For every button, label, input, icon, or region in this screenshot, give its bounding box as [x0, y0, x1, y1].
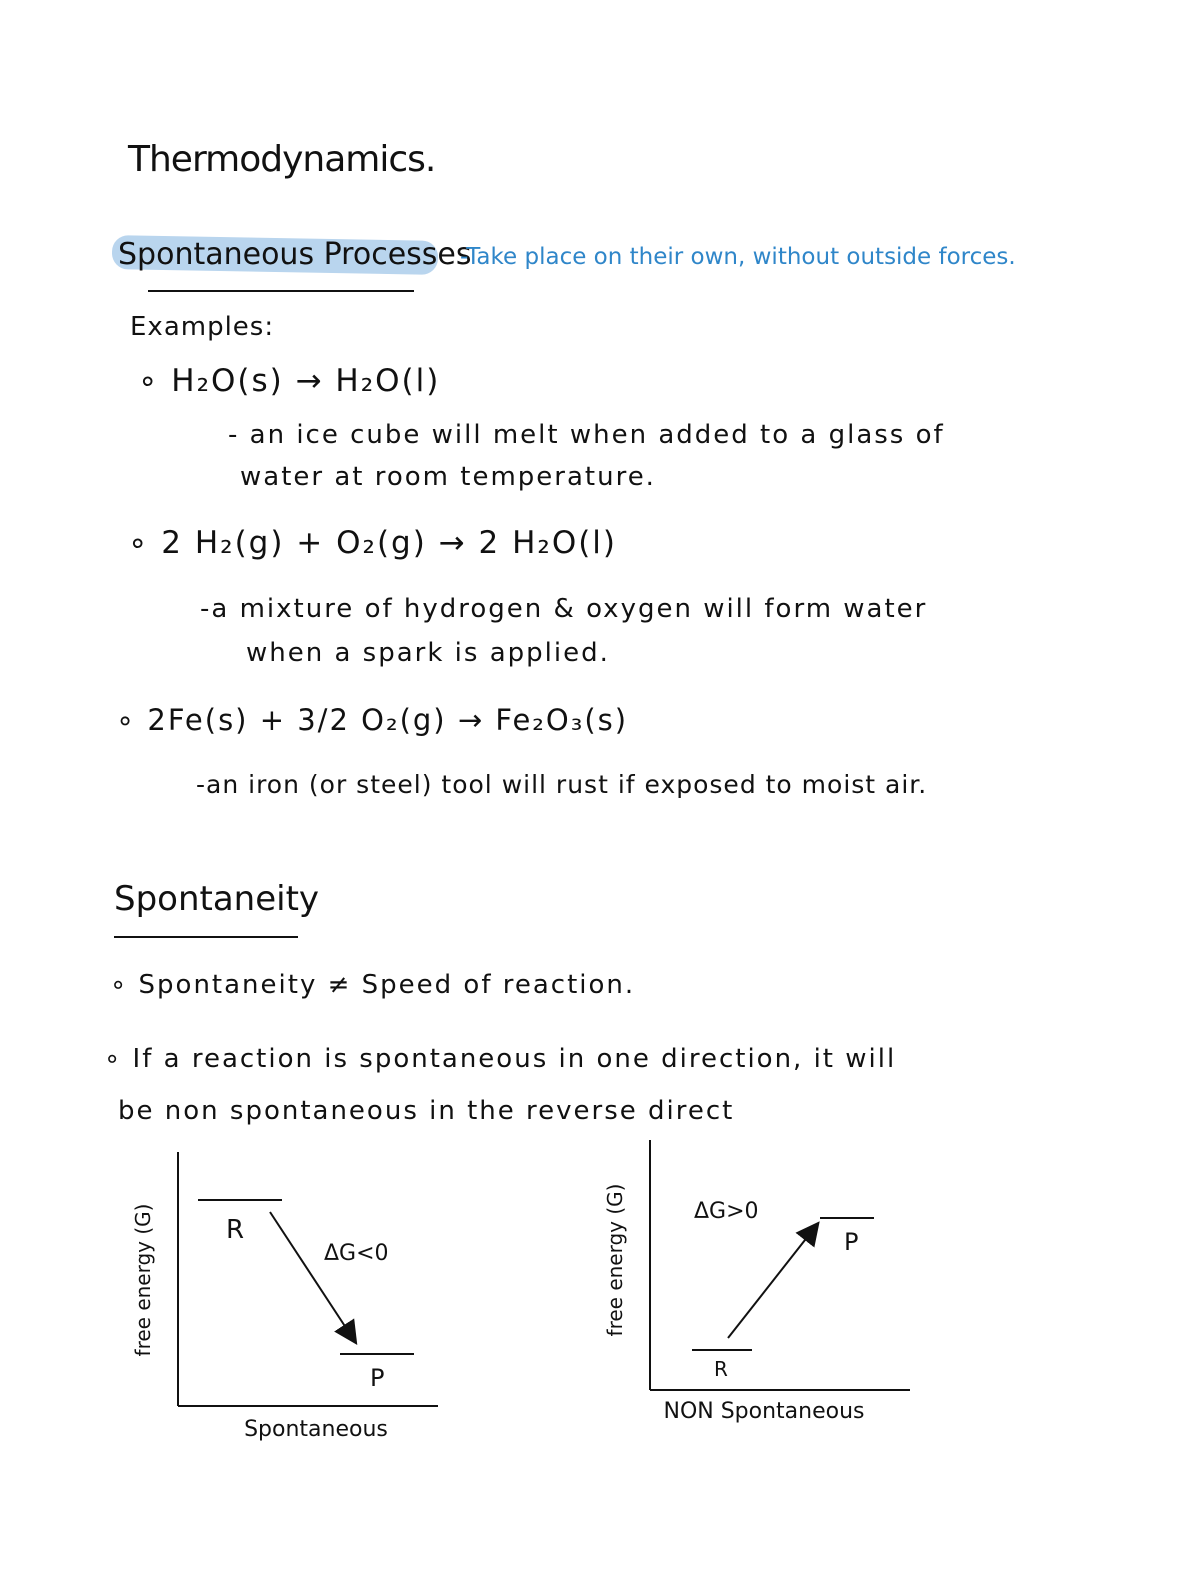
x-axis-label: NON Spontaneous: [663, 1399, 865, 1424]
product-label: P: [370, 1364, 385, 1392]
example-note: when a spark is applied.: [246, 638, 610, 668]
example-equation: ∘ 2 H₂(g) + O₂(g) → 2 H₂O(l): [128, 525, 618, 561]
delta-g-label: ΔG>0: [694, 1199, 759, 1224]
product-label: P: [844, 1228, 859, 1256]
heading-underline: [114, 936, 298, 938]
example-note: - an ice cube will melt when added to a glass of: [228, 420, 945, 450]
example-note: water at room temperature.: [240, 462, 656, 492]
bullet-text: be non spontaneous in the reverse direct: [118, 1096, 735, 1126]
reaction-arrow: [270, 1212, 354, 1340]
reactant-label: R: [714, 1357, 728, 1381]
definition-text: -Take place on their own, without outside forces.: [460, 244, 1016, 270]
example-note: -a mixture of hydrogen & oxygen will form water: [200, 594, 928, 624]
y-axis-label: free energy (G): [131, 1203, 155, 1357]
delta-g-label: ΔG<0: [324, 1241, 389, 1266]
x-axis-label: Spontaneous: [244, 1417, 388, 1442]
example-equation: ∘ H₂O(s) → H₂O(l): [138, 363, 441, 399]
page-title: Thermodynamics.: [128, 139, 436, 180]
reaction-arrow: [728, 1226, 816, 1338]
example-note: -an iron (or steel) tool will rust if exposed to moist air.: [196, 770, 928, 799]
nonspontaneous-energy-diagram: [572, 1130, 932, 1430]
example-equation: ∘ 2Fe(s) + 3/2 O₂(g) → Fe₂O₃(s): [116, 703, 629, 737]
y-axis-label: free energy (G): [603, 1183, 627, 1337]
section-heading-spontaneity: Spontaneity: [114, 879, 320, 919]
reactant-label: R: [226, 1215, 245, 1245]
heading-underline: [148, 290, 414, 292]
spontaneous-energy-diagram: [100, 1140, 460, 1450]
examples-label: Examples:: [130, 312, 275, 342]
bullet-text: ∘ Spontaneity ≠ Speed of reaction.: [110, 970, 636, 1000]
section-heading-spontaneous-processes: Spontaneous Processes: [118, 237, 472, 272]
bullet-text: ∘ If a reaction is spontaneous in one direction, it will: [104, 1044, 897, 1074]
